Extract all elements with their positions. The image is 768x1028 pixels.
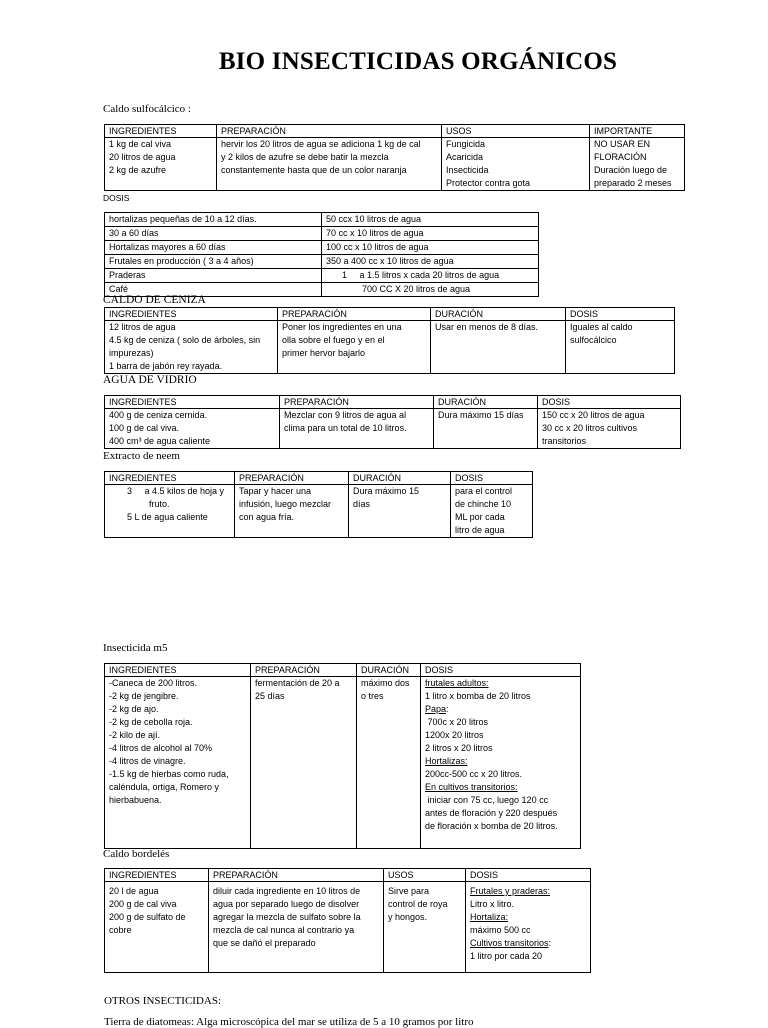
text-line: 25 días — [255, 691, 285, 701]
text-line: constantemente hasta que de un color naranja — [221, 165, 407, 175]
cell-dosis: 700 CC X 20 litros de agua — [322, 283, 539, 297]
text-line: Mezclar con 9 litros de agua al — [284, 410, 407, 420]
text-line: NO USAR EN — [594, 139, 651, 149]
page-title: BIO INSECTICIDAS ORGÁNICOS — [218, 48, 618, 75]
header-dosis: DOSIS — [466, 869, 591, 882]
text-line: Fungicida — [446, 139, 486, 149]
text-line: infusión, luego mezclar — [239, 499, 332, 509]
text-line: Duración luego de — [594, 165, 668, 175]
section-label-insecticida-m5: Insecticida m5 — [103, 642, 168, 654]
cell-dosis — [421, 677, 581, 849]
cell-cultivo: Café — [105, 283, 322, 297]
table-row — [105, 255, 539, 269]
header-duracion: DURACIÓN — [431, 308, 566, 321]
text-line: 150 cc x 20 litros de agua — [542, 410, 645, 420]
text-line: -2 kg de cebolla roja. — [109, 717, 193, 727]
table-row — [105, 409, 681, 449]
cell-dosis: 100 cc x 10 litros de agua — [322, 241, 539, 255]
text-line: con agua fría. — [239, 512, 295, 522]
table-row — [105, 677, 581, 849]
text-line: 1 barra de jabón rey rayada. — [109, 361, 223, 371]
text-line: ML por cada — [455, 512, 505, 522]
text-line: -4 litros de vinagre. — [109, 756, 186, 766]
text-line: 700c x 20 litros — [425, 717, 489, 727]
table-header-row — [105, 472, 533, 485]
table-row — [105, 321, 675, 374]
header-dosis: DOSIS — [566, 308, 675, 321]
cell-ingredientes — [105, 677, 251, 849]
text-line: agregar la mezcla de sulfato sobre la — [213, 912, 361, 922]
cell-cultivo: Frutales en producción ( 3 a 4 años) — [105, 255, 322, 269]
cell-usos — [442, 138, 590, 191]
text-line: para el control — [455, 486, 513, 496]
text-line: 1200x 20 litros — [425, 730, 484, 740]
colon: : — [548, 938, 552, 948]
cell-preparacion — [251, 677, 357, 849]
text-line: Sirve para — [388, 886, 430, 896]
table-caldo-bordeles — [104, 868, 591, 973]
cell-preparacion — [217, 138, 442, 191]
text-line: hierbabuena. — [109, 795, 162, 805]
text-line: diluir cada ingrediente en 10 litros de — [213, 886, 361, 896]
text-line: Tapar y hacer una — [239, 486, 312, 496]
section-label-caldo-ceniza: CALDO DE CENIZA — [103, 294, 206, 306]
text-line: 200cc-500 cc x 20 litros. — [425, 769, 523, 779]
header-dosis: DOSIS — [538, 396, 681, 409]
header-preparacion: PREPARACIÓN — [278, 308, 431, 321]
text-line: 3 a 4.5 kilos de hoja y — [127, 486, 225, 496]
cell-preparacion — [209, 882, 384, 973]
text-line: -4 litros de alcohol al 70% — [109, 743, 213, 753]
text-line: 20 litros de agua — [109, 152, 176, 162]
text-line: que se dañó el preparado — [213, 938, 316, 948]
cell-dosis — [538, 409, 681, 449]
dosis-subtitle: Cultivos transitorios — [470, 938, 549, 948]
dosis-subtitle: En cultivos transitorios: — [425, 782, 518, 792]
table-agua-vidrio — [104, 395, 681, 449]
header-duracion: DURACIÓN — [349, 472, 451, 485]
cell-usos — [384, 882, 466, 973]
section-label-otros-insecticidas: OTROS INSECTICIDAS: — [104, 995, 222, 1007]
header-preparacion: PREPARACIÓN — [209, 869, 384, 882]
cell-ingredientes — [105, 321, 278, 374]
header-preparacion: PREPARACIÓN — [235, 472, 349, 485]
cell-duracion — [357, 677, 421, 849]
table-row — [105, 485, 533, 538]
text-line: de chinche 10 — [455, 499, 512, 509]
section-label-caldo-sulfocalcico: Caldo sulfocálcico : — [103, 103, 191, 115]
text-line: olla sobre el fuego y en el — [282, 335, 385, 345]
text-line: Poner los ingredientes en una — [282, 322, 402, 332]
cell-ingredientes — [105, 138, 217, 191]
cell-ingredientes — [105, 409, 280, 449]
text-line: 200 g de cal viva — [109, 899, 177, 909]
cell-importante — [590, 138, 685, 191]
text-line: 1 kg de cal viva — [109, 139, 172, 149]
header-usos: USOS — [442, 125, 590, 138]
header-ingredientes: INGREDIENTES — [105, 396, 280, 409]
text-line: Dura máximo 15 — [353, 486, 420, 496]
text-line: 400 g de ceniza cernida. — [109, 410, 208, 420]
text-line: 20 l de agua — [109, 886, 159, 896]
cell-dosis — [566, 321, 675, 374]
text-line: -2 kg de ajo. — [109, 704, 159, 714]
table-caldo-sulfocalcico — [104, 124, 685, 191]
header-ingredientes: INGREDIENTES — [105, 125, 217, 138]
text-line: caléndula, ortiga, Romero y — [109, 782, 220, 792]
text-line: días — [353, 499, 371, 509]
header-preparacion: PREPARACIÓN — [217, 125, 442, 138]
dosis-subtitle: Hortalizas: — [425, 756, 468, 766]
table-header-row — [105, 869, 591, 882]
text-line: 4.5 kg de ceniza ( solo de árboles, sin — [109, 335, 261, 345]
cell-dosis: 1 a 1.5 litros x cada 20 litros de agua — [322, 269, 539, 283]
dosis-subtitle-line — [470, 937, 586, 950]
dosis-label: DOSIS — [103, 193, 130, 203]
cell-duracion — [431, 321, 566, 374]
table-dosis — [104, 212, 539, 297]
text-line: cobre — [109, 925, 132, 935]
cell-ingredientes — [105, 485, 235, 538]
text-line: litro de agua — [455, 525, 505, 535]
text-line: 5 L de agua caliente — [127, 512, 208, 522]
text-line: -2 kg de jengibre. — [109, 691, 179, 701]
text-line: fermentación de 20 a — [255, 678, 340, 688]
text-line: primer hervor bajarlo — [282, 348, 366, 358]
cell-ingredientes — [105, 882, 209, 973]
text-line: de floración x bomba de 20 litros. — [425, 821, 558, 831]
text-line: 400 cm³ de agua caliente — [109, 436, 211, 446]
text-line: -Caneca de 200 litros. — [109, 678, 198, 688]
cell-cultivo: Praderas — [105, 269, 322, 283]
dosis-subtitle: Hortaliza: — [470, 912, 509, 922]
dosis-subtitle: Frutales y praderas: — [470, 886, 551, 896]
table-extracto-neem — [104, 471, 533, 538]
text-line: Dura máximo 15 días — [438, 410, 524, 420]
header-preparacion: PREPARACIÓN — [251, 664, 357, 677]
text-line: clima para un total de 10 litros. — [284, 423, 407, 433]
text-line: impurezas) — [109, 348, 154, 358]
cell-duracion — [349, 485, 451, 538]
text-line: Iguales al caldo — [570, 322, 633, 332]
text-line: máximo 500 cc — [470, 925, 531, 935]
text-line: 1 litro x bomba de 20 litros — [425, 691, 531, 701]
cell-cultivo: hortalizas pequeñas de 10 a 12 días. — [105, 213, 322, 227]
text-line: iniciar con 75 cc, luego 120 cc — [425, 795, 549, 805]
header-preparacion: PREPARACIÓN — [280, 396, 434, 409]
text-line: Usar en menos de 8 días. — [435, 322, 539, 332]
table-row — [105, 269, 539, 283]
table-header-row — [105, 396, 681, 409]
header-ingredientes: INGREDIENTES — [105, 664, 251, 677]
cell-dosis — [466, 882, 591, 973]
text-line: 30 cc x 20 litros cultivos — [542, 423, 638, 433]
header-duracion: DURACIÓN — [434, 396, 538, 409]
text-line: FLORACIÓN — [594, 152, 647, 162]
table-row — [105, 227, 539, 241]
text-line: preparado 2 meses — [594, 178, 672, 188]
section-label-agua-vidrio: AGUA DE VIDRIO — [103, 374, 197, 386]
cell-cultivo: Hortalizas mayores a 60 días — [105, 241, 322, 255]
table-insecticida-m5 — [104, 663, 581, 849]
cell-preparacion — [278, 321, 431, 374]
table-header-row — [105, 308, 675, 321]
cell-cultivo: 30 a 60 días — [105, 227, 322, 241]
text-line: Insecticida — [446, 165, 489, 175]
text-line: -1.5 kg de hierbas como ruda, — [109, 769, 229, 779]
cell-dosis: 350 a 400 cc x 10 litros de agua — [322, 255, 539, 269]
text-line: antes de floración y 220 después — [425, 808, 558, 818]
text-line: y hongos. — [388, 912, 428, 922]
table-header-row — [105, 664, 581, 677]
colon: : — [446, 704, 449, 714]
text-line: -2 kilo de ají. — [109, 730, 161, 740]
text-line: 200 g de sulfato de — [109, 912, 186, 922]
text-line: fruto. — [149, 499, 170, 509]
header-importante: IMPORTANTE — [590, 125, 685, 138]
header-ingredientes: INGREDIENTES — [105, 869, 209, 882]
table-row — [105, 241, 539, 255]
text-line: 2 kg de azufre — [109, 165, 167, 175]
text-line: transitorios — [542, 436, 587, 446]
cell-preparacion — [235, 485, 349, 538]
text-line: control de roya — [388, 899, 448, 909]
header-dosis: DOSIS — [451, 472, 533, 485]
cell-preparacion — [280, 409, 434, 449]
dosis-subtitle: Papa — [425, 704, 447, 714]
header-dosis: DOSIS — [421, 664, 581, 677]
text-line: o tres — [361, 691, 384, 701]
text-line: y 2 kilos de azufre se debe batir la mezcla — [221, 152, 389, 162]
cell-dosis: 50 ccx 10 litros de agua — [322, 213, 539, 227]
dosis-subtitle: frutales adultos: — [425, 678, 489, 688]
section-label-caldo-bordeles: Caldo bordelés — [103, 848, 170, 860]
table-header-row — [105, 125, 685, 138]
text-line: agua por separado luego de disolver — [213, 899, 360, 909]
table-row — [105, 213, 539, 227]
otros-insecticidas-line: Tierra de diatomeas: Alga microscópica del mar se utiliza de 5 a 10 gramos por litro — [104, 1016, 474, 1028]
text-line: mezcla de cal nunca al contrario ya — [213, 925, 355, 935]
cell-duracion — [434, 409, 538, 449]
text-line: 100 g de cal viva. — [109, 423, 180, 433]
text-line: 12 litros de agua — [109, 322, 176, 332]
header-usos: USOS — [384, 869, 466, 882]
dosis-subtitle-line — [425, 703, 576, 716]
text-line: Litro x litro. — [470, 899, 515, 909]
header-ingredientes: INGREDIENTES — [105, 472, 235, 485]
text-line: 1 litro por cada 20 — [470, 951, 543, 961]
table-row — [105, 882, 591, 973]
table-caldo-ceniza — [104, 307, 675, 374]
section-label-extracto-neem: Extracto de neem — [103, 450, 180, 462]
text-line: 2 litros x 20 litros — [425, 743, 493, 753]
cell-dosis: 70 cc x 10 litros de agua — [322, 227, 539, 241]
cell-dosis — [451, 485, 533, 538]
table-row — [105, 138, 685, 191]
text-line: Protector contra gota — [446, 178, 531, 188]
header-duracion: DURACIÓN — [357, 664, 421, 677]
text-line: Acaricida — [446, 152, 484, 162]
header-ingredientes: INGREDIENTES — [105, 308, 278, 321]
text-line: hervir los 20 litros de agua se adiciona 1 kg de cal — [221, 139, 421, 149]
text-line: máximo dos — [361, 678, 410, 688]
text-line: sulfocálcico — [570, 335, 617, 345]
